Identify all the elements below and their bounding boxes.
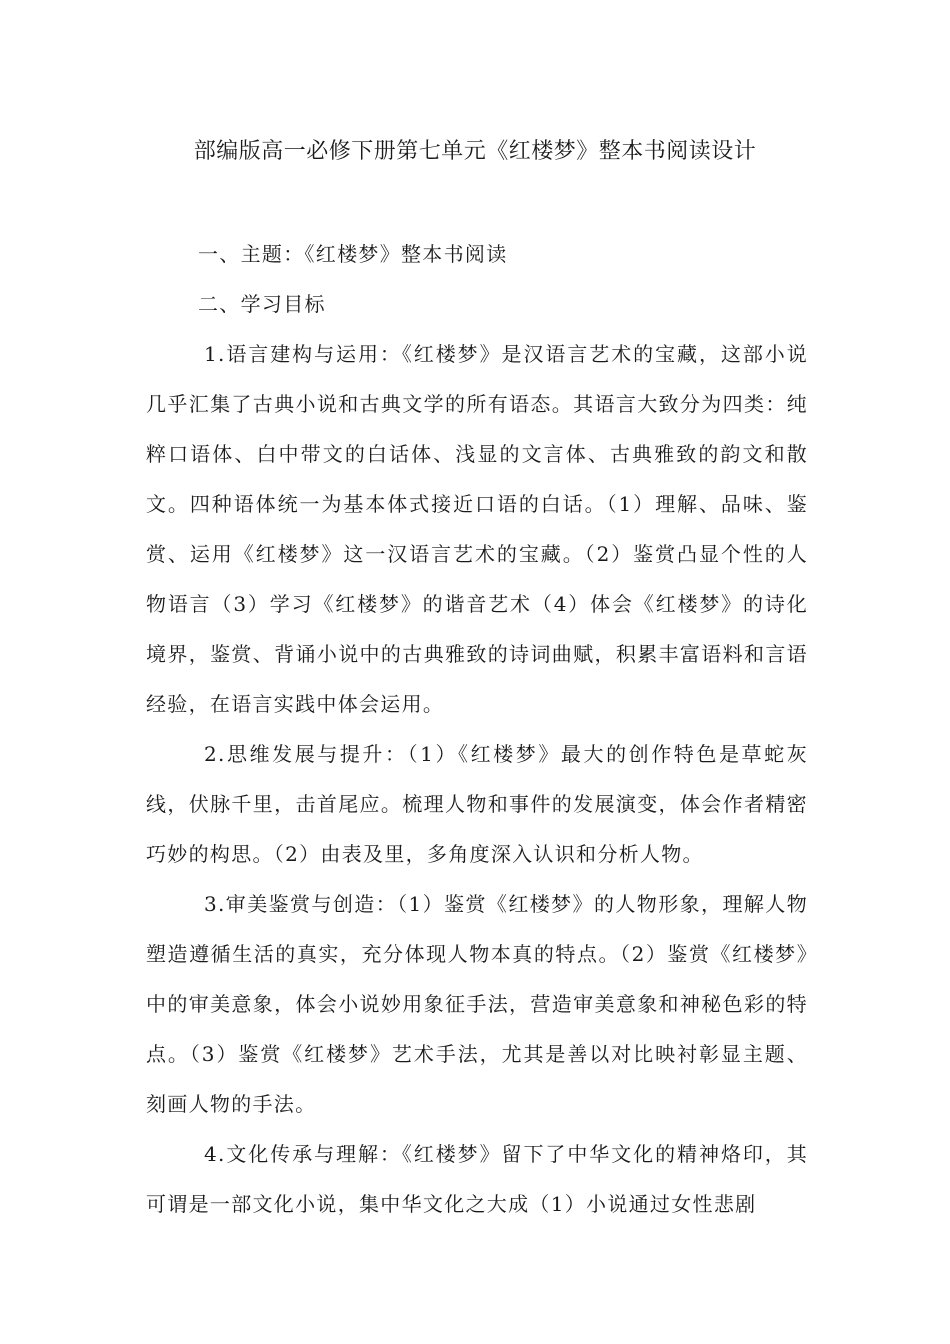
paragraph-thinking: 2.思维发展与提升：（1）《红楼梦》最大的创作特色是草蛇灰线，伏脉千里，击首尾应。梳理人物和事件的发展演变，体会作者精密巧妙的构思。（2）由表及里，多角度深入认识和分析人物。 <box>146 742 808 866</box>
section-heading-theme: 一、主题：《红楼梦》整本书阅读 <box>198 242 508 266</box>
section-heading-goals: 二、学习目标 <box>198 292 326 316</box>
document-title: 部编版高一必修下册第七单元《红楼梦》整本书阅读设计 <box>193 139 757 164</box>
paragraph-aesthetics: 3.审美鉴赏与创造：（1）鉴赏《红楼梦》的人物形象，理解人物塑造遵循生活的真实，充分体现人物本真的特点。（2）鉴赏《红楼梦》中的审美意象，体会小说妙用象征手法，营造审美意象和神秘色彩的特点。（3）鉴赏《红楼梦》艺术手法，尤其是善以对比映衬彰显主题、刻画人物的手法。 <box>146 892 808 1116</box>
paragraph-language: 1.语言建构与运用：《红楼梦》是汉语言艺术的宝藏，这部小说几乎汇集了古典小说和古典文学的所有语态。其语言大致分为四类：纯粹口语体、白中带文的白话体、浅显的文言体、古典雅致的韵文和散文。四种语体统一为基本体式接近口语的白话。（1）理解、品味、鉴赏、运用《红楼梦》这一汉语言艺术的宝藏。（2）鉴赏凸显个性的人物语言（3）学习《红楼梦》的谐音艺术（4）体会《红楼梦》的诗化境界，鉴赏、背诵小说中的古典雅致的诗词曲赋，积累丰富语料和言语经验，在语言实践中体会运用。 <box>146 342 808 716</box>
paragraph-culture: 4.文化传承与理解：《红楼梦》留下了中华文化的精神烙印，其可谓是一部文化小说，集中华文化之大成（1）小说通过女性悲剧 <box>146 1142 808 1216</box>
document-body <box>146 229 808 1229</box>
